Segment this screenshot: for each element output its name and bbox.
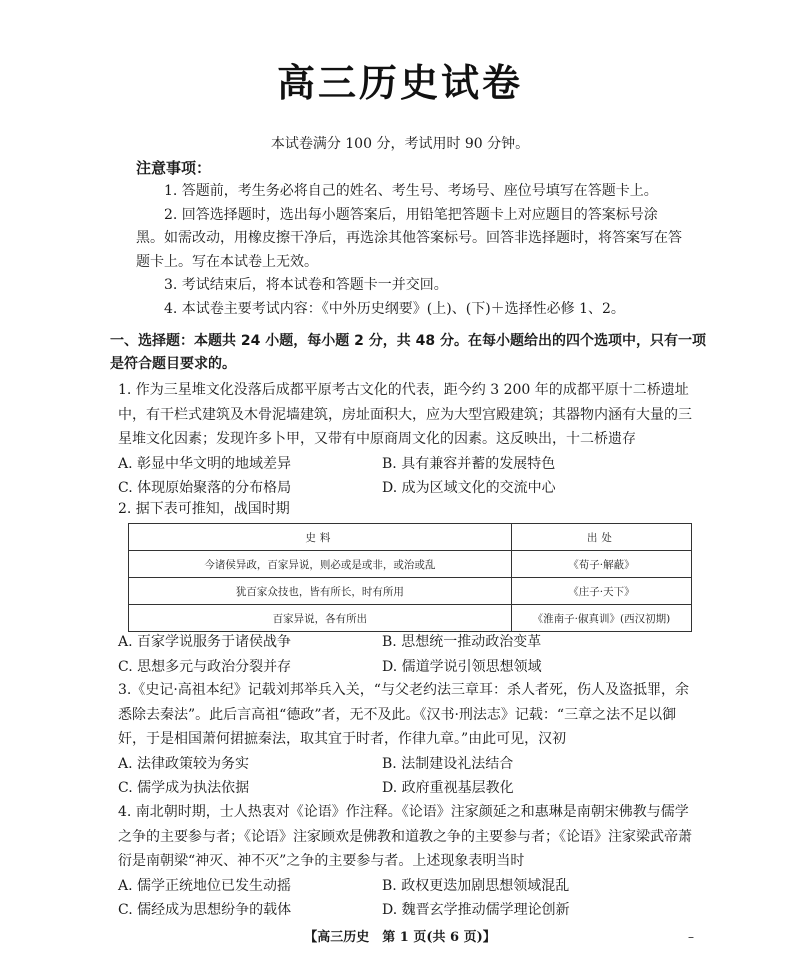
option-c: C. 儒经成为思想纷争的载体 [118,902,292,918]
option-grid [118,452,696,501]
option-a: A. 法律政策较为务实 [118,755,250,772]
option-b: B. 思想统一推动政治变革 [382,634,542,650]
source-table [128,523,692,632]
question-stem: 1. 作为三星堆文化没落后成都平原考古文化的代表，距今约 3 200 年的成都平原十二桥遗址中，有干栏式建筑及木骨泥墙建筑，房址面积大，应为大型宫殿建筑；其器物内涵有大量的三星堆文化因素；发现许多卜甲，又带有中原商周文化的因素。这反映出，十二桥遗存 [118,382,692,447]
table-row [129,578,692,605]
notice-heading: 注意事项： [136,159,212,177]
table-row [129,605,692,632]
option-c: C. 儒学成为执法依据 [118,780,250,796]
option-a: A. 彰显中华文明的地域差异 [118,455,292,472]
question-3 [118,678,696,801]
option-b: B. 法制建设礼法结合 [382,755,514,772]
table-cell: 今诸侯异政，百家异说，则必或是或非，或治或乱 [129,551,512,578]
option-d: D. 魏晋玄学推动儒学理论创新 [382,902,570,918]
question-stem: 4. 南北朝时期，士人热衷对《论语》作注释。《论语》注家颜延之和惠琳是南朝宋佛教与儒学之争的主要参与者；《论语》注家顾欢是佛教和道教之争的主要参与者；《论语》注家梁武帝萧衍是南朝梁“神灭、神不灭”之争的主要参与者。上述现象表明当时 [118,804,692,869]
question-4 [118,800,696,923]
corner-mark: – [688,930,694,944]
option-d: D. 儒道学说引领思想领域 [382,658,542,675]
option-c: C. 思想多元与政治分裂并存 [118,658,292,675]
option-d: D. 政府重视基层教化 [382,780,514,796]
notice-list [136,180,684,321]
table-cell: 《荀子·解蔽》 [511,551,691,578]
table-cell: 《淮南子·俶真训》(西汉初期) [511,605,691,632]
option-grid [118,874,696,923]
question-stem: 3.《史记·高祖本纪》记载刘邦举兵入关，“与父老约法三章耳：杀人者死，伤人及盗抵罪，余悉除去秦法”。此后言高祖“德政”者，无不及此。《汉书·刑法志》记载：“三章之法不足以御奸，于是相国萧何捃摭秦法，取其宜于时者，作律九章。”由此可见，汉初 [118,682,689,747]
question-1 [118,378,696,501]
option-grid [118,630,696,679]
option-a: A. 百家学说服务于诸侯战争 [118,634,292,650]
column-header-source: 史料 [129,524,512,551]
exam-subtitle: 本试卷满分 100 分，考试用时 90 分钟。 [270,136,530,152]
table-cell: 《庄子·天下》 [511,578,691,605]
column-header-origin: 出处 [511,524,691,551]
notice-item: 1. 答题前，考生务必将自己的姓名、考生号、考场号、座位号填写在答题卡上。 [164,183,658,199]
table-cell: 百家异说，各有所出 [129,605,512,632]
option-grid [118,752,696,801]
exam-title: 高三历史试卷 [276,61,523,105]
notice-item: 2. 回答选择题时，选出每小题答案后，用铅笔把答题卡上对应题目的答案标号涂黑。如需改动，用橡皮擦干净后，再选涂其他答案标号。回答非选择题时，将答案写在答题卡上。写在本试卷上无效。 [136,206,682,270]
question-2-options [118,630,696,679]
option-c: C. 体现原始聚落的分布格局 [118,480,292,496]
page-footer: 【高三历史 第 1 页(共 6 页)】 [304,930,496,945]
notice-item: 4. 本试卷主要考试内容：《中外历史纲要》(上)、(下)＋选择性必修 1、2。 [164,300,625,317]
question-2 [118,497,696,522]
table-row [129,551,692,578]
table-header-row [129,524,692,551]
option-a: A. 儒学正统地位已发生动摇 [118,877,292,894]
table-cell: 犹百家众技也，皆有所长，时有所用 [129,578,512,605]
option-b: B. 政权更迭加剧思想领域混乱 [382,877,570,894]
notice-item: 3. 考试结束后，将本试卷和答题卡一并交回。 [164,277,448,293]
question-stem: 2. 据下表可推知，战国时期 [118,501,290,517]
section-heading: 一、选择题：本题共 24 小题，每小题 2 分，共 48 分。在每小题给出的四个选项中，只有一项是符合题目要求的。 [110,333,706,372]
option-b: B. 具有兼容并蓄的发展特色 [382,455,556,472]
option-d: D. 成为区域文化的交流中心 [382,480,556,496]
